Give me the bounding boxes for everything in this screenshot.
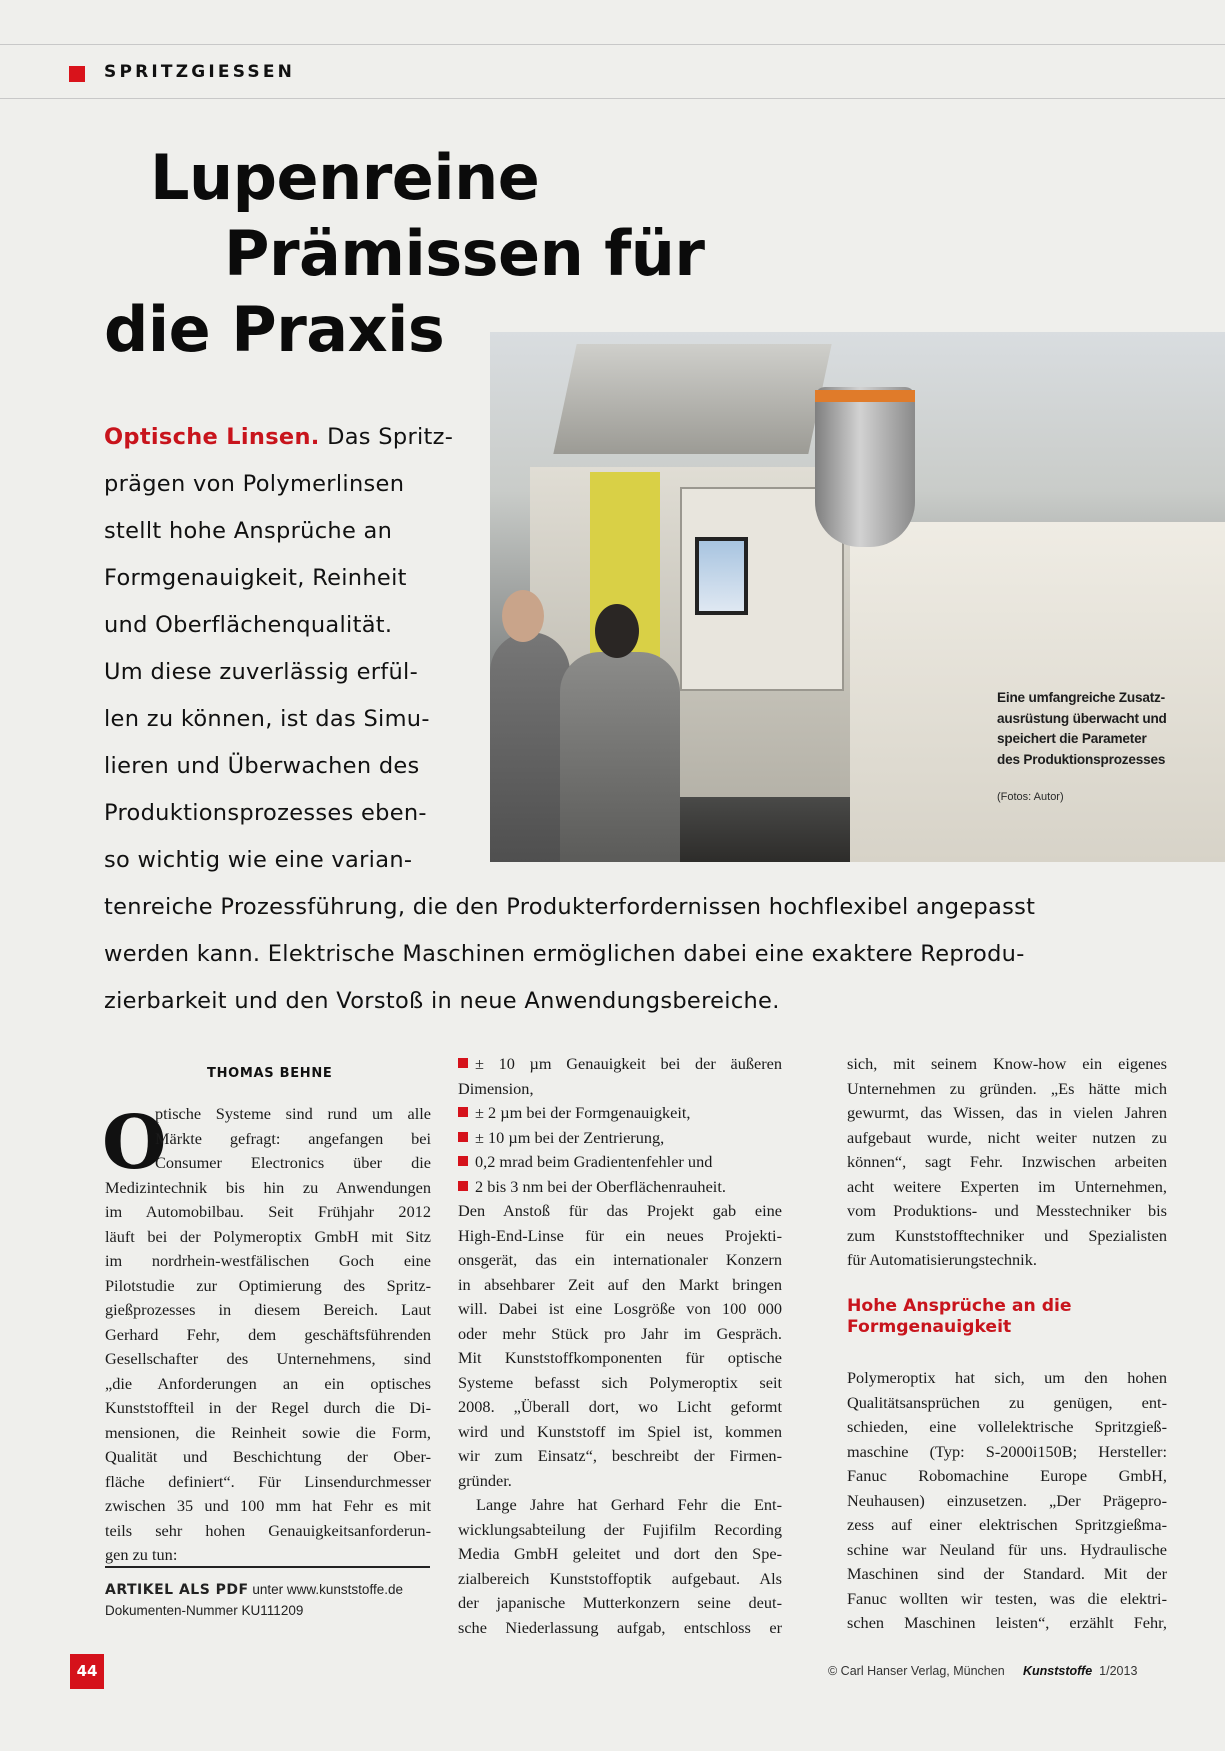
- body-line: High-End-Linse für ein neues Projekti-: [458, 1225, 782, 1245]
- bullet-item: [458, 1126, 782, 1151]
- body-line: wicklungsabteilung der Fujifilm Recording: [458, 1519, 782, 1539]
- body-line: Kunststoffteil in der Regel durch die Di-: [105, 1398, 431, 1417]
- body-line: im Automobilbau. Seit Frühjahr 2012: [105, 1202, 431, 1221]
- bullet-continuation: Dimension,: [458, 1078, 534, 1098]
- title-line-2: Prämissen für: [224, 217, 705, 290]
- body-line: im nordrhein-westfälischen Goch eine: [105, 1251, 431, 1270]
- body-line: Gerhard Fehr, dem geschäftsführenden: [105, 1324, 431, 1344]
- bullet-text: 0,2 mrad beim Gradientenfehler und: [475, 1152, 713, 1171]
- title-line-1: Lupenreine: [150, 141, 540, 214]
- bullet-text: ± 2 µm bei der Formgenauigkeit,: [475, 1103, 691, 1122]
- column-3-part-a: [847, 1052, 1167, 1273]
- drop-cap: O: [102, 1100, 167, 1186]
- caption-line: Eine umfangreiche Zusatz-: [997, 690, 1165, 705]
- body-line: zwischen 35 und 100 mm hat Fehr es mit: [105, 1496, 431, 1515]
- author-byline: THOMAS BEHNE: [207, 1066, 333, 1081]
- body-line: zess auf einer elektrischen Spritzgießma-: [847, 1515, 1167, 1534]
- header-rule: [0, 98, 1225, 99]
- body-line: fläche definiert“. Für Linsendurchmesser: [105, 1471, 431, 1491]
- section-label: SPRITZGIESSEN: [104, 62, 296, 82]
- body-line: vom Produktions- und Messtechniker bis: [847, 1201, 1167, 1220]
- bullet-text: 2 bis 3 nm bei der Oberflächenrauheit.: [475, 1176, 726, 1196]
- photo-credit: (Fotos: Autor): [997, 791, 1064, 803]
- body-line: gründer.: [458, 1470, 512, 1490]
- lead-line: prägen von Polymerlinsen: [104, 471, 405, 497]
- body-line: acht weitere Experten im Unternehmen,: [847, 1176, 1167, 1196]
- title-line-3: die Praxis: [104, 293, 445, 366]
- body-line: aufgebaut wurde, nicht weiter nutzen zu: [847, 1127, 1167, 1147]
- body-line: Qualitätsansprüchen zu genügen, ent-: [847, 1392, 1167, 1412]
- body-line: will. Dabei ist eine Losgröße von 100 000: [458, 1299, 782, 1318]
- machine-hood: [553, 344, 831, 454]
- body-line: gießprozesses in diesem Bereich. Laut: [105, 1300, 431, 1319]
- pdf-url-text[interactable]: unter www.kunststoffe.de: [252, 1582, 403, 1597]
- body-line: Maschinen sind der Standard. Mit der: [847, 1564, 1167, 1583]
- body-line: läuft bei der Polymeroptix GmbH mit Sitz: [105, 1226, 431, 1246]
- bullet-icon: [458, 1156, 468, 1166]
- body-line: in absehbarer Zeit auf den Markt bringen: [458, 1274, 782, 1294]
- lead-line: werden kann. Elektrische Maschinen ermöglichen dabei eine exaktere Reprodu-: [104, 941, 1025, 967]
- caption-line: speichert die Parameter: [997, 731, 1147, 746]
- body-line: oder mehr Stück pro Jahr im Gespräch.: [458, 1323, 782, 1343]
- body-line: schieden, eine vollelektrische Spritzgieß-: [847, 1417, 1167, 1436]
- caption-line: des Produktionsprozesses: [997, 751, 1166, 767]
- bullet-icon: [458, 1107, 468, 1117]
- body-line: Lange Jahre hat Gerhard Fehr die Ent-: [476, 1495, 782, 1514]
- issue-number: 1/2013: [1099, 1664, 1138, 1678]
- lead-line: so wichtig wie eine varian-: [104, 847, 413, 873]
- pdf-divider: [105, 1566, 430, 1568]
- body-line: zialbereich Kunststoffoptik aufgebaut. Als: [458, 1568, 782, 1588]
- body-line: schine war Neuland für uns. Hydraulische: [847, 1539, 1167, 1559]
- body-line: 2008. „Überall dort, wo Licht geformt: [458, 1397, 782, 1416]
- body-line: Media GmbH geleitet und dort den Spe-: [458, 1544, 782, 1563]
- copyright: © Carl Hanser Verlag, München: [828, 1664, 1005, 1678]
- bullet-icon: [458, 1181, 468, 1191]
- hopper-ring: [815, 390, 915, 402]
- column-1: [105, 1176, 431, 1568]
- column-3-part-b: [847, 1366, 1167, 1636]
- column-2: [458, 1052, 782, 1640]
- lead-line: tenreiche Prozessführung, die den Produkterfordernissen hochflexibel angepasst: [104, 894, 1036, 920]
- body-line: Fanuc Robomachine Europe GmbH,: [847, 1466, 1167, 1485]
- journal-name: Kunststoffe: [1023, 1664, 1093, 1678]
- body-line: „die Anforderungen an ein optisches: [105, 1373, 431, 1393]
- lead-line: Produktionsprozesses eben-: [104, 800, 427, 826]
- body-line: Qualität und Beschichtung der Ober-: [105, 1447, 431, 1466]
- body-line: Unternehmen zu gründen. „Es hätte mich: [847, 1078, 1167, 1098]
- top-rule: [0, 44, 1225, 45]
- bullet-icon: [458, 1132, 468, 1142]
- body-line: zum Kunststofftechniker und Spezialisten: [847, 1225, 1167, 1245]
- body-line: der japanische Mutterkonzern seine deut-: [458, 1593, 782, 1612]
- body-line: Fanuc wollten wir testen, was die elektri-: [847, 1588, 1167, 1608]
- bullet-item: [458, 1052, 782, 1077]
- lead-text: Das Spritz-: [327, 424, 454, 450]
- pdf-label: ARTIKEL ALS PDF: [105, 1582, 249, 1598]
- bullet-item: [458, 1175, 782, 1200]
- lead-line: len zu können, ist das Simu-: [104, 706, 430, 732]
- body-line: ptische Systeme sind rund um alle: [155, 1104, 431, 1123]
- subheading: [847, 1296, 1072, 1338]
- subheading-line: Hohe Ansprüche an die: [847, 1296, 1072, 1316]
- caption-line: ausrüstung überwacht und: [997, 710, 1167, 726]
- lead-kicker: Optische Linsen.: [104, 424, 320, 450]
- bullet-text: ± 10 µm Genauigkeit bei der äußeren: [475, 1054, 782, 1073]
- section-marker-icon: [69, 66, 85, 82]
- journal-issue: [1023, 1664, 1137, 1678]
- lead-line-1: [104, 424, 453, 450]
- body-line: Medizintechnik bis hin zu Anwendungen: [105, 1177, 431, 1197]
- bullet-text: ± 10 µm bei der Zentrierung,: [475, 1127, 665, 1147]
- body-line: wird und Kunststoff im Spiel ist, kommen: [458, 1421, 782, 1441]
- page-number: 44: [70, 1654, 104, 1689]
- bullet-item: [458, 1150, 782, 1175]
- lead-line: stellt hohe Ansprüche an: [104, 518, 393, 544]
- body-line: sche Niederlassung aufgab, entschloss er: [458, 1617, 782, 1637]
- body-line: gewurmt, das Wissen, das in vielen Jahren: [847, 1103, 1167, 1122]
- body-line: Mit Kunststoffkomponenten für optische: [458, 1348, 782, 1367]
- lead-line: Formgenauigkeit, Reinheit: [104, 565, 407, 591]
- lead-line: und Oberflächenqualität.: [104, 612, 393, 638]
- body-line: maschine (Typ: S-2000i150B; Hersteller:: [847, 1441, 1167, 1461]
- bullet-icon: [458, 1058, 468, 1068]
- bullet-item: [458, 1101, 782, 1126]
- body-line: Pilotstudie zur Optimierung des Spritz-: [105, 1275, 431, 1295]
- body-line: für Automatisierungstechnik.: [847, 1250, 1037, 1269]
- lead-line: lieren und Überwachen des: [104, 753, 420, 779]
- body-line: wir zum Einsatz“, beschreibt der Firmen-: [458, 1446, 782, 1465]
- person-left-head: [502, 590, 544, 642]
- touchscreen: [695, 537, 748, 615]
- person-right-head: [595, 604, 639, 658]
- body-line: Neuhausen) einzusetzen. „Der Prägepro-: [847, 1490, 1167, 1510]
- body-line: schen Maschinen leisten“, erzählt Fehr,: [847, 1613, 1167, 1632]
- lead-line: zierbarkeit und den Vorstoß in neue Anwendungsbereiche.: [104, 988, 780, 1014]
- body-line: onsgerät, das ein internationaler Konzern: [458, 1250, 782, 1269]
- body-line: können“, sagt Fehr. Inzwischen arbeiten: [847, 1152, 1167, 1171]
- person-left: [490, 632, 570, 862]
- subheading-line: Formgenauigkeit: [847, 1317, 1012, 1337]
- person-right: [560, 652, 680, 862]
- photo-caption: [997, 688, 1217, 770]
- body-line: Gesellschafter des Unternehmens, sind: [105, 1349, 431, 1368]
- body-line: mensionen, die Reinheit sowie die Form,: [105, 1422, 431, 1442]
- document-number: Dokumenten-Nummer KU111209: [105, 1603, 304, 1618]
- body-line: Polymeroptix hat sich, um den hohen: [847, 1368, 1167, 1387]
- column-1-dropcap-lines: [155, 1102, 431, 1176]
- body-line: Consumer Electronics über die: [155, 1153, 431, 1172]
- pdf-link[interactable]: [105, 1582, 403, 1598]
- lead-line: Um diese zuverlässig erfül-: [104, 659, 419, 685]
- body-line: Systeme befasst sich Polymeroptix seit: [458, 1372, 782, 1392]
- body-line: gen zu tun:: [105, 1545, 178, 1564]
- body-line: teils sehr hohen Genauigkeitsanforderun-: [105, 1520, 431, 1540]
- body-line: Den Anstoß für das Projekt gab eine: [458, 1201, 782, 1220]
- body-line: Märkte gefragt: angefangen bei: [155, 1128, 431, 1148]
- body-line: sich, mit seinem Know-how ein eigenes: [847, 1054, 1167, 1073]
- hopper-tank: [815, 387, 915, 547]
- photo-injection-molding-machine: [490, 332, 1225, 862]
